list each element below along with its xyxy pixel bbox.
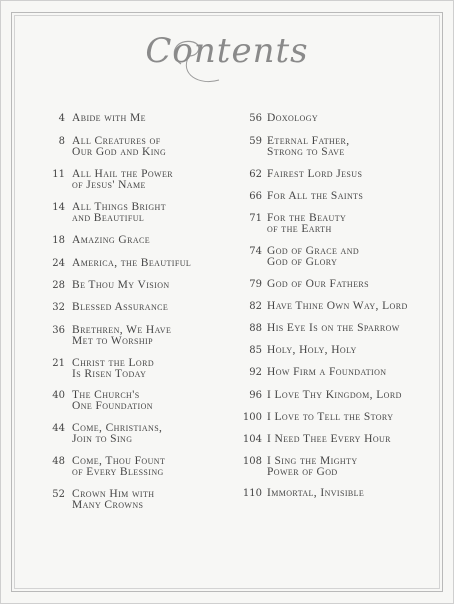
hymn-title: I Sing the Mighty Power of God xyxy=(267,455,358,478)
hymn-title: I Love Thy Kingdom, Lord xyxy=(267,389,402,401)
hymn-title: Eternal Father, Strong to Save xyxy=(267,135,350,158)
hymn-title: Come, Christians, Join to Sing xyxy=(72,422,163,445)
page-number: 88 xyxy=(249,323,262,334)
hymn-title: God of Grace and God of Glory xyxy=(267,245,360,268)
hymn-title: I Need Thee Every Hour xyxy=(267,433,391,445)
hymn-title: All Creatures of Our God and King xyxy=(72,135,167,158)
hymn-title: Doxology xyxy=(267,112,319,124)
page-number: 28 xyxy=(52,280,65,291)
hymn-title: For the Beauty of the Earth xyxy=(267,212,347,235)
hymn-title: America, the Beautiful xyxy=(72,257,192,269)
hymn-title: Fairest Lord Jesus xyxy=(267,168,363,180)
hymn-title: God of Our Fathers xyxy=(267,278,369,290)
page-number: 8 xyxy=(58,136,65,147)
hymn-title: The Church's One Foundation xyxy=(72,389,153,412)
page-number: 59 xyxy=(249,136,262,147)
page-title: Contents xyxy=(145,31,309,71)
hymn-title: Have Thine Own Way, Lord xyxy=(267,300,408,312)
hymn-title: For All the Saints xyxy=(267,190,364,202)
hymn-title: Crown Him with Many Crowns xyxy=(72,488,155,511)
page-number: 66 xyxy=(249,191,262,202)
page-number: 62 xyxy=(249,169,262,180)
page-number: 108 xyxy=(242,456,262,467)
page-number: 36 xyxy=(52,325,65,336)
page-number: 32 xyxy=(52,302,65,313)
hymn-title: His Eye Is on the Sparrow xyxy=(267,322,400,334)
page-number: 74 xyxy=(249,246,262,257)
page-number: 92 xyxy=(249,367,262,378)
hymn-title: Be Thou My Vision xyxy=(72,279,170,291)
page-number: 52 xyxy=(52,489,65,500)
page-number: 96 xyxy=(249,390,262,401)
page-number: 4 xyxy=(58,113,65,124)
page-number: 104 xyxy=(242,434,262,445)
hymn-title: All Things Bright and Beautiful xyxy=(72,201,167,224)
hymn-title: Immortal, Invisible xyxy=(267,487,365,499)
hymn-title: How Firm a Foundation xyxy=(267,366,387,378)
page-number: 40 xyxy=(52,390,65,401)
page-number: 18 xyxy=(52,235,65,246)
page-number: 110 xyxy=(242,488,262,499)
hymn-title: All Hail the Power of Jesus' Name xyxy=(72,168,174,191)
hymn-title: Come, Thou Fount of Every Blessing xyxy=(72,455,166,478)
page-number: 79 xyxy=(249,279,262,290)
page-number: 100 xyxy=(242,412,262,423)
page-number: 21 xyxy=(52,358,65,369)
page-number: 44 xyxy=(52,423,65,434)
hymn-title: Abide with Me xyxy=(72,112,146,124)
hymn-title: Brethren, We Have Met to Worship xyxy=(72,324,172,347)
hymn-title: Blessed Assurance xyxy=(72,301,169,313)
page-number: 82 xyxy=(249,301,262,312)
hymn-title: Amazing Grace xyxy=(72,234,151,246)
page-number: 11 xyxy=(52,169,65,180)
hymn-title: Holy, Holy, Holy xyxy=(267,344,357,356)
page-number: 56 xyxy=(249,113,262,124)
hymn-title: Christ the Lord Is Risen Today xyxy=(72,357,154,380)
page-number: 14 xyxy=(52,202,65,213)
page-number: 71 xyxy=(249,213,262,224)
page-number: 24 xyxy=(52,258,65,269)
hymn-title: I Love to Tell the Story xyxy=(267,411,394,423)
page-number: 48 xyxy=(52,456,65,467)
page-number: 85 xyxy=(249,345,262,356)
